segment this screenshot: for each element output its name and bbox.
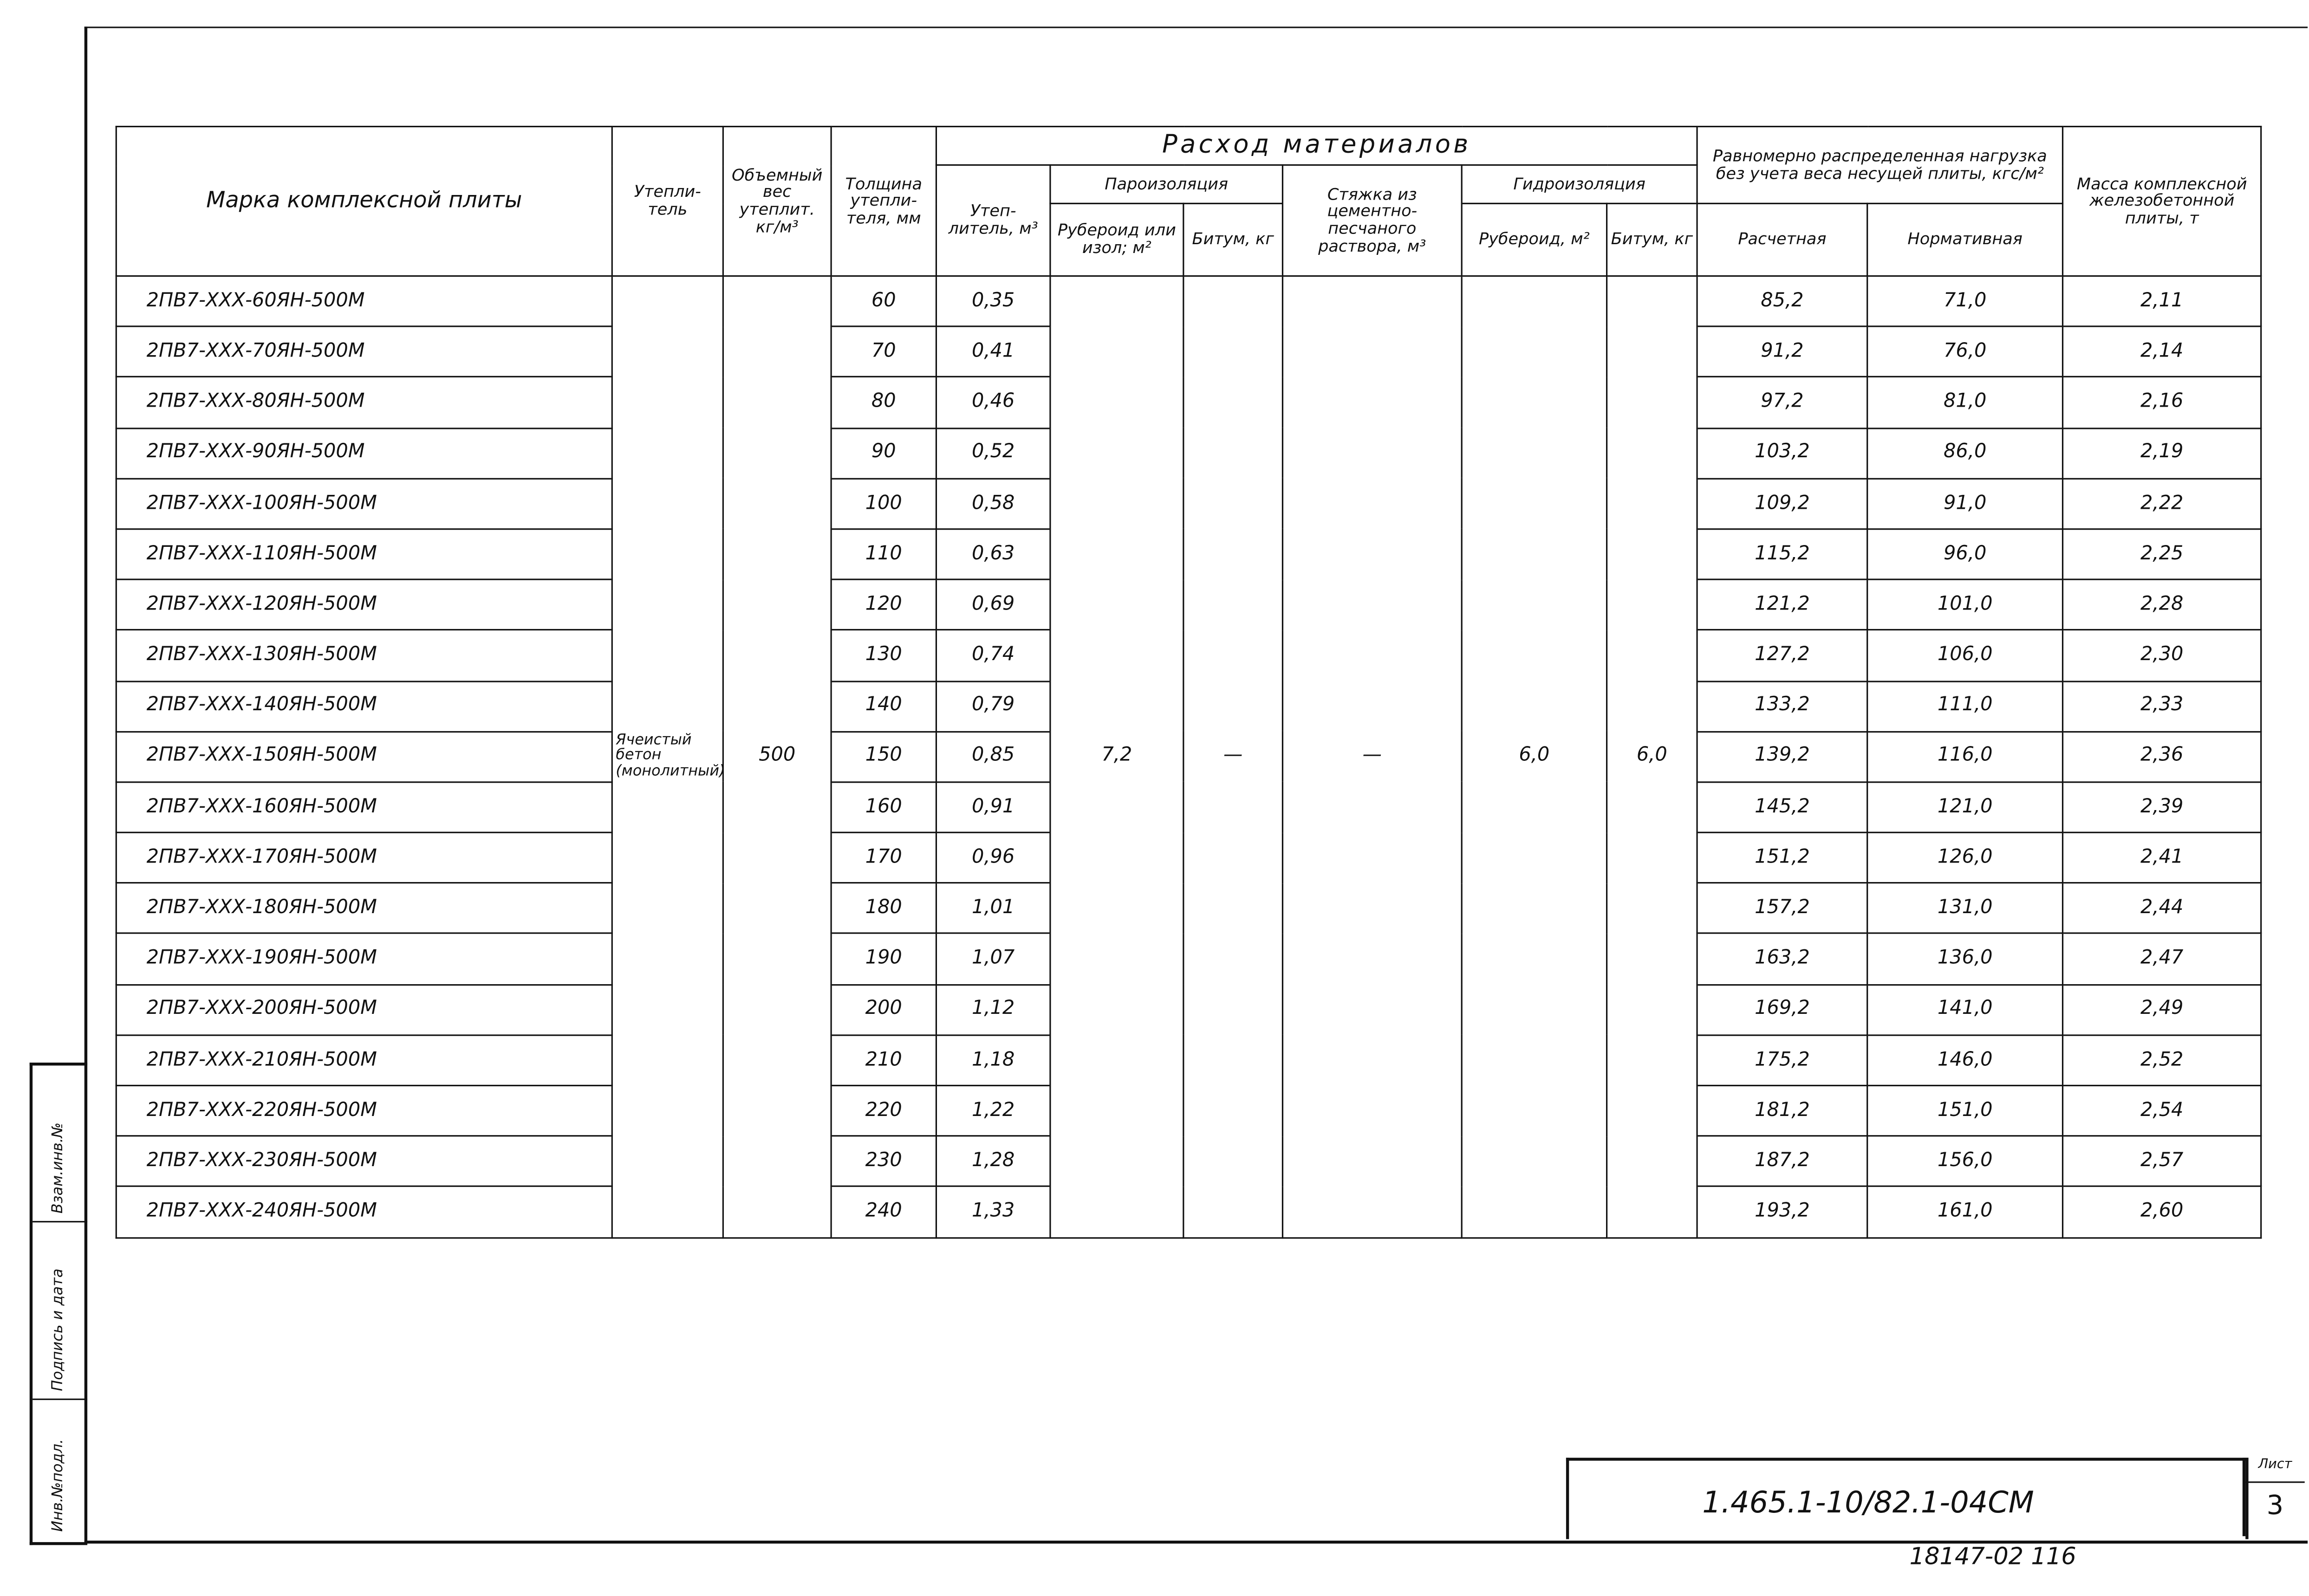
header-load-norm: Нормативная [1867, 203, 2063, 276]
header-hydro-bit: Битум, кг [1607, 203, 1698, 276]
cell-mass: 2,14 [2063, 327, 2261, 377]
cell-load-calc: 139,2 [1697, 731, 1867, 782]
strip-replace-inv: Взам.инв.№ [50, 1122, 67, 1214]
cell-mass: 2,33 [2063, 681, 2261, 731]
cell-insul-vol: 1,07 [936, 934, 1050, 984]
cell-load-norm: 141,0 [1867, 984, 2063, 1035]
cell-insul-vol: 0,52 [936, 428, 1050, 479]
cell-load-calc: 175,2 [1697, 1035, 1867, 1085]
header-insul-vol: Утеп-литель, м³ [936, 165, 1050, 276]
cell-load-calc: 187,2 [1697, 1136, 1867, 1187]
cell-thickness: 150 [831, 731, 936, 782]
cell-load-norm: 81,0 [1867, 377, 2063, 428]
cell-insul-vol: 0,74 [936, 630, 1050, 681]
cell-mass: 2,16 [2063, 377, 2261, 428]
cell-mark: 2ПВ7-ХХХ-70ЯН-500М [116, 327, 612, 377]
cell-load-norm: 146,0 [1867, 1035, 2063, 1085]
cell-mark: 2ПВ7-ХХХ-80ЯН-500М [116, 377, 612, 428]
cell-mark: 2ПВ7-ХХХ-120ЯН-500М [116, 580, 612, 630]
header-hydro-roof: Рубероид, м² [1462, 203, 1607, 276]
cell-insul-vol: 0,58 [936, 479, 1050, 529]
cell-mark: 2ПВ7-ХХХ-220ЯН-500М [116, 1085, 612, 1136]
cell-insulant: Ячеистый бетон (монолитный) [612, 276, 723, 1238]
cell-insul-vol: 1,28 [936, 1136, 1050, 1187]
cell-thickness: 100 [831, 479, 936, 529]
cell-load-norm: 116,0 [1867, 731, 2063, 782]
cell-load-norm: 136,0 [1867, 934, 2063, 984]
header-screed: Стяжка из цементно-песчаного раствора, м³ [1282, 165, 1462, 276]
cell-thickness: 190 [831, 934, 936, 984]
cell-mark: 2ПВ7-ХХХ-230ЯН-500М [116, 1136, 612, 1187]
cell-load-calc: 163,2 [1697, 934, 1867, 984]
cell-mass: 2,30 [2063, 630, 2261, 681]
cell-insul-vol: 1,01 [936, 883, 1050, 934]
header-consumption: Расход материалов [936, 127, 1697, 165]
cell-hydro-roof: 6,0 [1462, 276, 1607, 1238]
inventory-number: 18147-02 116 [1909, 1542, 2076, 1570]
cell-load-calc: 121,2 [1697, 580, 1867, 630]
cell-vapor-bit: — [1184, 276, 1283, 1238]
cell-load-norm: 151,0 [1867, 1085, 2063, 1136]
cell-mark: 2ПВ7-ХХХ-180ЯН-500М [116, 883, 612, 934]
cell-hydro-bit: 6,0 [1607, 276, 1698, 1238]
cell-mass: 2,44 [2063, 883, 2261, 934]
cell-load-norm: 76,0 [1867, 327, 2063, 377]
sheet-label: Лист [2245, 1458, 2305, 1483]
cell-insul-vol: 0,79 [936, 681, 1050, 731]
cell-mark: 2ПВ7-ХХХ-90ЯН-500М [116, 428, 612, 479]
cell-mark: 2ПВ7-ХХХ-110ЯН-500М [116, 529, 612, 580]
cell-mark: 2ПВ7-ХХХ-100ЯН-500М [116, 479, 612, 529]
sheet-number: 3 [2266, 1490, 2284, 1522]
cell-thickness: 70 [831, 327, 936, 377]
cell-load-calc: 127,2 [1697, 630, 1867, 681]
cell-insul-vol: 0,35 [936, 276, 1050, 327]
cell-insul-vol: 0,46 [936, 377, 1050, 428]
cell-mass: 2,47 [2063, 934, 2261, 984]
cell-load-calc: 103,2 [1697, 428, 1867, 479]
cell-load-norm: 106,0 [1867, 630, 2063, 681]
side-stamp-strip [30, 1063, 87, 1545]
strip-sign-date: Подпись и дата [50, 1268, 67, 1391]
cell-thickness: 170 [831, 832, 936, 883]
title-block [1566, 1458, 2249, 1539]
cell-insul-vol: 0,69 [936, 580, 1050, 630]
cell-mark: 2ПВ7-ХХХ-240ЯН-500М [116, 1187, 612, 1237]
cell-thickness: 60 [831, 276, 936, 327]
cell-insul-vol: 0,85 [936, 731, 1050, 782]
cell-mass: 2,25 [2063, 529, 2261, 580]
header-hydro: Гидроизоляция [1462, 165, 1697, 203]
cell-mark: 2ПВ7-ХХХ-60ЯН-500М [116, 276, 612, 327]
cell-mass: 2,36 [2063, 731, 2261, 782]
cell-load-calc: 115,2 [1697, 529, 1867, 580]
strip-inv-orig: Инв.№подл. [50, 1439, 67, 1532]
cell-load-calc: 157,2 [1697, 883, 1867, 934]
cell-mark: 2ПВ7-ХХХ-140ЯН-500М [116, 681, 612, 731]
cell-mass: 2,49 [2063, 984, 2261, 1035]
cell-thickness: 80 [831, 377, 936, 428]
cell-mass: 2,19 [2063, 428, 2261, 479]
header-mark: Марка комплексной плиты [116, 127, 612, 276]
header-density: Объемный вес утеплит. кг/м³ [723, 127, 831, 276]
cell-insul-vol: 0,91 [936, 782, 1050, 832]
cell-load-norm: 86,0 [1867, 428, 2063, 479]
sheet-box [2243, 1458, 2308, 1536]
cell-load-norm: 121,0 [1867, 782, 2063, 832]
header-vapor: Пароизоляция [1050, 165, 1283, 203]
cell-mark: 2ПВ7-ХХХ-130ЯН-500М [116, 630, 612, 681]
cell-load-calc: 97,2 [1697, 377, 1867, 428]
cell-thickness: 220 [831, 1085, 936, 1136]
cell-density: 500 [723, 276, 831, 1238]
cell-insul-vol: 1,18 [936, 1035, 1050, 1085]
cell-load-calc: 151,2 [1697, 832, 1867, 883]
cell-load-norm: 91,0 [1867, 479, 2063, 529]
cell-screed: — [1282, 276, 1462, 1238]
doc-code: 1.465.1-10/82.1-04СМ [1702, 1484, 2034, 1520]
cell-load-calc: 169,2 [1697, 984, 1867, 1035]
table-row [116, 276, 2261, 327]
cell-mark: 2ПВ7-ХХХ-170ЯН-500М [116, 832, 612, 883]
cell-load-calc: 85,2 [1697, 276, 1867, 327]
cell-thickness: 210 [831, 1035, 936, 1085]
cell-load-norm: 111,0 [1867, 681, 2063, 731]
cell-insul-vol: 0,41 [936, 327, 1050, 377]
cell-thickness: 110 [831, 529, 936, 580]
cell-thickness: 200 [831, 984, 936, 1035]
cell-mark: 2ПВ7-ХХХ-160ЯН-500М [116, 782, 612, 832]
cell-mass: 2,11 [2063, 276, 2261, 327]
cell-load-norm: 126,0 [1867, 832, 2063, 883]
cell-thickness: 230 [831, 1136, 936, 1187]
header-thickness: Толщина утепли-теля, мм [831, 127, 936, 276]
header-mass: Масса комплексной железобетонной плиты, т [2063, 127, 2261, 276]
cell-thickness: 130 [831, 630, 936, 681]
cell-load-calc: 181,2 [1697, 1085, 1867, 1136]
cell-mass: 2,54 [2063, 1085, 2261, 1136]
header-vapor-roof: Рубероид или изол; м² [1050, 203, 1184, 276]
cell-load-calc: 133,2 [1697, 681, 1867, 731]
cell-load-calc: 91,2 [1697, 327, 1867, 377]
cell-insul-vol: 0,63 [936, 529, 1050, 580]
cell-mass: 2,22 [2063, 479, 2261, 529]
slab-spec-table [116, 126, 2262, 1238]
cell-mark: 2ПВ7-ХХХ-200ЯН-500М [116, 984, 612, 1035]
cell-mass: 2,60 [2063, 1187, 2261, 1237]
cell-mass: 2,39 [2063, 782, 2261, 832]
cell-load-calc: 145,2 [1697, 782, 1867, 832]
cell-mass: 2,57 [2063, 1136, 2261, 1187]
cell-mass: 2,28 [2063, 580, 2261, 630]
cell-thickness: 180 [831, 883, 936, 934]
cell-insul-vol: 1,12 [936, 984, 1050, 1035]
cell-thickness: 160 [831, 782, 936, 832]
cell-thickness: 140 [831, 681, 936, 731]
cell-mark: 2ПВ7-ХХХ-150ЯН-500М [116, 731, 612, 782]
cell-insul-vol: 0,96 [936, 832, 1050, 883]
cell-load-norm: 131,0 [1867, 883, 2063, 934]
header-load-calc: Расчетная [1697, 203, 1867, 276]
cell-thickness: 90 [831, 428, 936, 479]
cell-thickness: 120 [831, 580, 936, 630]
header-insulant: Утепли-тель [612, 127, 723, 276]
cell-insul-vol: 1,33 [936, 1187, 1050, 1237]
cell-thickness: 240 [831, 1187, 936, 1237]
cell-load-calc: 109,2 [1697, 479, 1867, 529]
cell-mass: 2,41 [2063, 832, 2261, 883]
cell-load-norm: 96,0 [1867, 529, 2063, 580]
cell-load-norm: 156,0 [1867, 1136, 2063, 1187]
cell-mark: 2ПВ7-ХХХ-190ЯН-500М [116, 934, 612, 984]
cell-mark: 2ПВ7-ХХХ-210ЯН-500М [116, 1035, 612, 1085]
header-load: Равномерно распределенная нагрузка без учета веса несущей плиты, кгс/м² [1697, 127, 2062, 204]
cell-load-calc: 193,2 [1697, 1187, 1867, 1237]
header-vapor-bit: Битум, кг [1184, 203, 1283, 276]
cell-load-norm: 161,0 [1867, 1187, 2063, 1237]
cell-vapor-roof: 7,2 [1050, 276, 1184, 1238]
cell-load-norm: 71,0 [1867, 276, 2063, 327]
cell-mass: 2,52 [2063, 1035, 2261, 1085]
cell-insul-vol: 1,22 [936, 1085, 1050, 1136]
cell-load-norm: 101,0 [1867, 580, 2063, 630]
